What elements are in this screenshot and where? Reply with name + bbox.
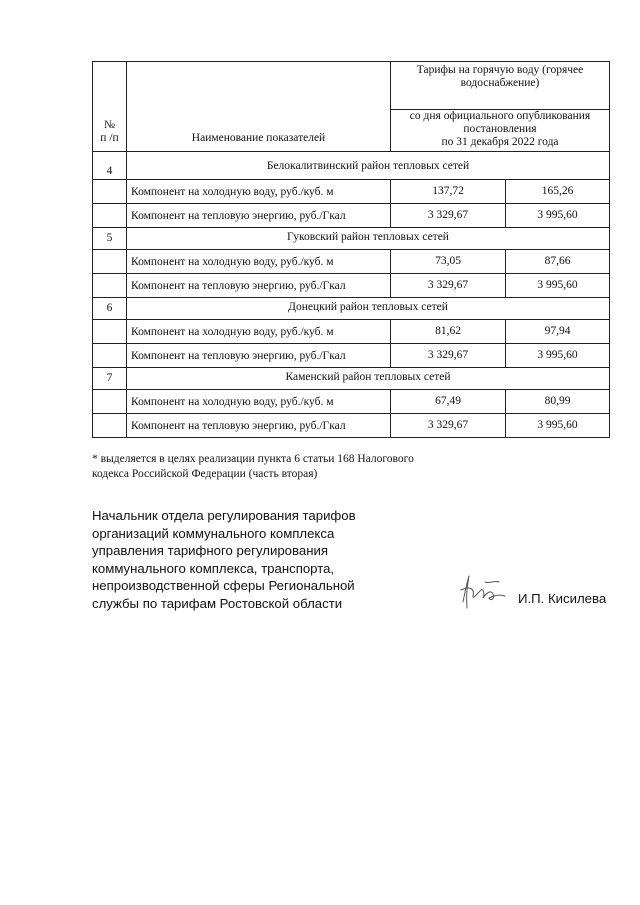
tariff-value-2: 3 995,60 [506,414,610,438]
tariff-value-1: 3 329,67 [391,414,506,438]
header-tariff-line-1: Тарифы на горячую воду (горячее [416,64,584,76]
tariff-value-2: 97,94 [506,320,610,344]
tariff-table [92,61,610,438]
tariff-value-2: 87,66 [506,250,610,274]
table-row [93,344,610,368]
district-title: Гуковский район тепловых сетей [127,228,610,250]
tariff-value-1: 3 329,67 [391,274,506,298]
table-row [93,250,610,274]
indicator-label: Компонент на тепловую энергию, руб./Гкал [127,204,391,228]
signatory-title-line: Начальник отдела регулирования тарифов [92,508,356,523]
indicator-label: Компонент на холодную воду, руб./куб. м [127,250,391,274]
tariff-value-2: 3 995,60 [506,274,610,298]
indicator-label: Компонент на тепловую энергию, руб./Гкал [127,414,391,438]
header-tariff-cell [391,62,610,110]
tariff-value-1: 137,72 [391,180,506,204]
indicator-label: Компонент на холодную воду, руб./куб. м [127,320,391,344]
indicator-label: Компонент на холодную воду, руб./куб. м [127,180,391,204]
header-date-line-2: постановления [463,123,537,135]
district-title: Донецкий район тепловых сетей [127,298,610,320]
tariff-value-1: 3 329,67 [391,204,506,228]
footnote [92,452,512,482]
signature-block [92,507,422,612]
table-row [93,390,610,414]
signer-name: И.П. Кисилева [518,591,607,606]
tariff-value-1: 81,62 [391,320,506,344]
signatory-title-line: управления тарифного регулирования [92,543,328,558]
signatory-title-line: коммунального комплекса, транспорта, [92,560,335,576]
signatory-title-line: непроизводственной сферы Региональной [92,578,355,593]
table-row [93,414,610,438]
district-title: Каменский район тепловых сетей [127,368,610,390]
section-number: 4 [93,152,127,180]
header-number-cell [93,62,127,152]
header-number-sublabel: п /п [100,132,119,144]
header-date-line-3: по 31 декабря 2022 года [441,136,559,148]
district-title: Белокалитвинский район тепловых сетей [127,152,610,180]
header-date-cell [391,110,610,152]
header-name-label: Наименование показателей [191,132,326,144]
tariff-value-2: 165,26 [506,180,610,204]
indicator-label: Компонент на тепловую энергию, руб./Гкал [127,344,391,368]
table-row [93,204,610,228]
section-number: 7 [93,368,127,390]
header-name-cell [127,62,391,152]
footnote-line-2: кодекса Российской Федерации (часть вторая) [92,468,318,480]
header-date-line-1: со дня официального опубликования [409,110,591,122]
section-number: 6 [93,298,127,320]
tariff-value-2: 3 995,60 [506,204,610,228]
indicator-label: Компонент на холодную воду, руб./куб. м [127,390,391,414]
tariff-value-1: 3 329,67 [391,344,506,368]
signatory-title-line: организаций коммунального комплекса [92,525,335,541]
section-number: 5 [93,228,127,250]
table-row [93,274,610,298]
tariff-value-2: 3 995,60 [506,344,610,368]
tariff-value-1: 67,49 [391,390,506,414]
header-tariff-line-2: водоснабжение) [460,77,540,89]
tariff-value-2: 80,99 [506,390,610,414]
table-row [93,320,610,344]
indicator-label: Компонент на тепловую энергию, руб./Гкал [127,274,391,298]
header-number-label: № [104,119,115,131]
footnote-line-1: * выделяется в целях реализации пункта 6 статьи 168 Налогового [92,453,414,465]
signatory-title-line: службы по тарифам Ростовской области [92,595,343,611]
table-row [93,180,610,204]
handwritten-signature [455,572,513,612]
tariff-value-1: 73,05 [391,250,506,274]
